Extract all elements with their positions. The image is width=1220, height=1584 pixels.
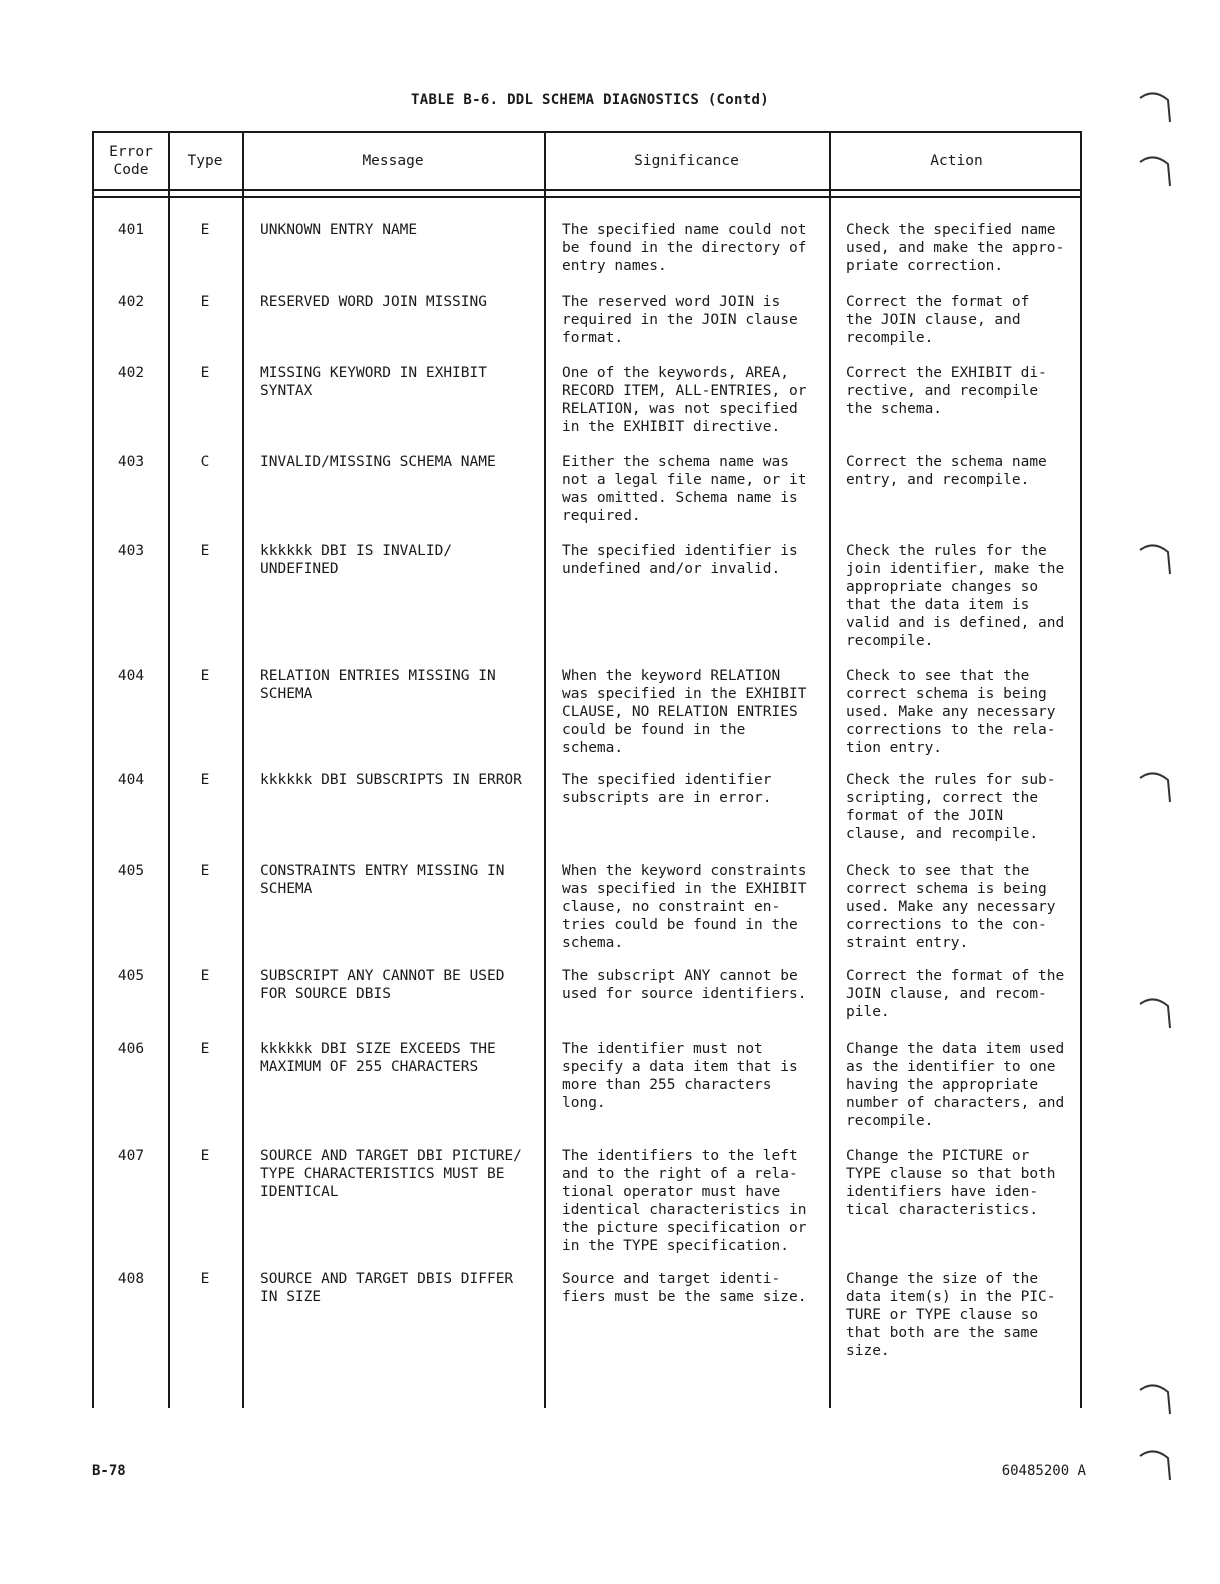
cell-message: RELATION ENTRIES MISSING IN SCHEMA [260,668,496,702]
cell-action: Check the specified name used, and make the appro- priate correction. [846,222,1065,274]
cell-significance: Source and target identi- fiers must be the same size. [562,1271,807,1305]
cell-code: 404 [117,772,145,788]
cell-significance: The specified identifier is undefined and/or invalid. [562,543,798,577]
cell-significance: The specified name could not be found in the directory of entry names. [562,222,807,274]
header-type: Type [187,153,223,169]
cell-type: E [200,968,210,984]
cell-action: Correct the format of the JOIN clause, and recompile. [846,294,1030,346]
header-significance: Significance [634,153,739,169]
binder-hole-mark [1138,992,1172,1030]
header-action: Action [930,153,983,169]
binder-hole-mark [1138,86,1172,124]
cell-significance: The specified identifier subscripts are in error. [562,772,772,806]
header-message: Message [362,153,424,169]
diagnostics-table [92,131,1082,1408]
cell-type: E [200,365,210,381]
header-rule [94,196,1080,198]
cell-significance: One of the keywords, AREA, RECORD ITEM, ALL-ENTRIES, or RELATION, was not specified in the EXHIBIT directive. [562,365,807,435]
cell-code: 403 [117,454,145,470]
table-title: TABLE B-6. DDL SCHEMA DIAGNOSTICS (Contd) [411,92,769,108]
cell-message: kkkkkk DBI SIZE EXCEEDS THE MAXIMUM OF 255 CHARACTERS [260,1041,496,1075]
cell-significance: When the keyword RELATION was specified in the EXHIBIT CLAUSE, NO RELATION ENTRIES could be found in the schema. [562,668,807,756]
cell-message: SOURCE AND TARGET DBIS DIFFER IN SIZE [260,1271,514,1305]
cell-significance: When the keyword constraints was specified in the EXHIBIT clause, no constraint en- tries could be found in the schema. [562,863,807,951]
cell-action: Check the rules for sub- scripting, correct the format of the JOIN clause, and recompile. [846,772,1056,842]
cell-type: C [200,454,210,470]
column-divider [544,133,546,1408]
cell-action: Check to see that the correct schema is being used. Make any necessary corrections to the con- straint entry. [846,863,1056,951]
binder-hole-mark [1138,538,1172,576]
cell-action: Correct the format of the JOIN clause, and recom- pile. [846,968,1065,1020]
cell-significance: The reserved word JOIN is required in the JOIN clause format. [562,294,798,346]
cell-type: E [200,222,210,238]
cell-message: MISSING KEYWORD IN EXHIBIT SYNTAX [260,365,487,399]
cell-code: 402 [117,365,145,381]
cell-code: 408 [117,1271,145,1287]
cell-action: Correct the EXHIBIT di- rective, and recompile the schema. [846,365,1047,417]
cell-code: 407 [117,1148,145,1164]
cell-type: E [200,1148,210,1164]
column-divider [829,133,831,1408]
cell-message: INVALID/MISSING SCHEMA NAME [260,454,496,470]
cell-message: CONSTRAINTS ENTRY MISSING IN SCHEMA [260,863,505,897]
cell-code: 406 [117,1041,145,1057]
page-number: B-78 [92,1463,126,1479]
cell-message: RESERVED WORD JOIN MISSING [260,294,487,310]
cell-type: E [200,1271,210,1287]
column-divider [242,133,244,1408]
cell-code: 405 [117,863,145,879]
cell-action: Change the data item used as the identifier to one having the appropriate number of characters, and recompile. [846,1041,1065,1129]
cell-message: kkkkkk DBI SUBSCRIPTS IN ERROR [260,772,522,788]
cell-code: 403 [117,543,145,559]
cell-action: Correct the schema name entry, and recompile. [846,454,1047,488]
cell-code: 404 [117,668,145,684]
cell-type: E [200,772,210,788]
cell-message: UNKNOWN ENTRY NAME [260,222,418,238]
cell-message: SUBSCRIPT ANY CANNOT BE USED FOR SOURCE DBIS [260,968,505,1002]
cell-code: 405 [117,968,145,984]
cell-significance: The identifier must not specify a data item that is more than 255 characters long. [562,1041,798,1111]
cell-type: E [200,668,210,684]
cell-code: 401 [117,222,145,238]
cell-type: E [200,1041,210,1057]
binder-hole-mark [1138,766,1172,804]
cell-action: Change the PICTURE or TYPE clause so that both identifiers have iden- tical characteristics. [846,1148,1056,1218]
cell-message: SOURCE AND TARGET DBI PICTURE/ TYPE CHARACTERISTICS MUST BE IDENTICAL [260,1148,522,1200]
cell-significance: The identifiers to the left and to the right of a rela- tional operator must have identical characteristics in the picture specification or in the TYPE specification. [562,1148,807,1254]
cell-message: kkkkkk DBI IS INVALID/ UNDEFINED [260,543,453,577]
cell-significance: The subscript ANY cannot be used for source identifiers. [562,968,807,1002]
cell-type: E [200,543,210,559]
cell-action: Check to see that the correct schema is being used. Make any necessary corrections to the rela- tion entry. [846,668,1056,756]
binder-hole-mark [1138,1444,1172,1482]
cell-action: Check the rules for the join identifier, make the appropriate changes so that the data item is valid and is defined, and recompile. [846,543,1065,649]
document-number: 60485200 A [1001,1463,1086,1479]
header-rule [94,189,1080,191]
cell-code: 402 [117,294,145,310]
cell-significance: Either the schema name was not a legal file name, or it was omitted. Schema name is required. [562,454,807,524]
cell-type: E [200,863,210,879]
cell-type: E [200,294,210,310]
binder-hole-mark [1138,150,1172,188]
binder-hole-mark [1138,1378,1172,1416]
header-error-code: Error Code [109,144,153,178]
cell-action: Change the size of the data item(s) in the PIC- TURE or TYPE clause so that both are the same size. [846,1271,1056,1359]
